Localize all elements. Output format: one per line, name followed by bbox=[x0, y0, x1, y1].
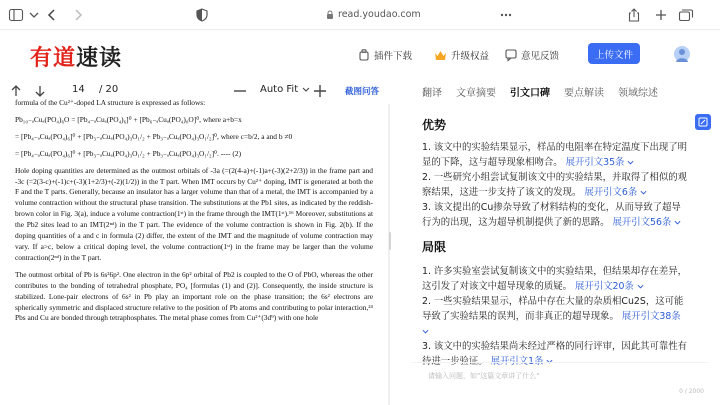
upgrade-label: 升级权益 bbox=[451, 51, 490, 62]
prev-page-icon[interactable] bbox=[8, 83, 24, 99]
upload-file-label: 上传文件 bbox=[594, 49, 633, 61]
tab-key-points[interactable]: 要点解读 bbox=[564, 88, 604, 99]
item-text: 3. 该文中的实验结果尚未经过严格的同行评审，因此其可靠性有待进一步验证。 bbox=[422, 341, 688, 367]
upload-file-button[interactable] bbox=[588, 43, 640, 64]
paragraph: The outmost orbital of Pb is 6s²6p². One electron in the 6p² orbital of Pb2 is coupled to the O of PbO, whereas the other contributes to the bonding of tetrahedral phosphate, PO₄ [formulas (1) and (2)]. Consequently, the inside structure is stabilized. Lone-pair electrons of 6s² in Pb play an important role on the phase transition; the 6s² electrons are spherically symmetric and displaced structure relative to the position of Pb atoms and contributing to polar interaction,²⁴ Pbs and Cu are bonded through tetraphosphates. The metal phase comes from Cu²⁺(3d⁹) with one hole bbox=[15, 269, 373, 323]
expand-citations-link[interactable] bbox=[575, 281, 644, 292]
plugin-icon bbox=[358, 49, 370, 61]
page-number-input[interactable]: 14 bbox=[72, 84, 85, 95]
back-icon[interactable] bbox=[44, 7, 60, 23]
crown-icon bbox=[434, 50, 447, 61]
list-item bbox=[422, 170, 690, 200]
formula: = [Pb₄₋ₐCuₐ(PO₄)₆]⁰ + [Pb₃₋ₐCuₐ(PO₄)₃O₁/₂ + Pb₃₋ₐCuₐ(PO₄)₃O₁/₂]⁰. ---- (2) bbox=[15, 148, 242, 158]
expand-citations-label: 展开引文38条 bbox=[621, 311, 681, 322]
paragraph: formula of the Cu²⁺-doped LA structure is expressed as follows: bbox=[15, 98, 206, 107]
tab-field-review[interactable]: 领域综述 bbox=[618, 88, 658, 99]
paragraph: Hole doping quantities are determined as the outmost orbitals of -3a (=(2(4-a)+(-1)a+(-3)(2+2/3)) in the frame part and -3c (=2(3-c)+(-1)c+(-3)(1+2/3)+(-2)(1/2)) in the T part. When IMT occurs by Cu²⁺ doping, IMT is generated at both the F and the T parts. Generally, because an insulator has a larger volume than that of a metal, the IMT is accompanied by a volume contraction without the structural phase transition. The substitutions at the Pb1 sites, as indicated by the reddish-brown color in Fig. 3(a), induce a volume contraction(1ˢᵗ) in the frame through the IMT(1ˢᵗ).¹⁶ Moreover, substitutions at the Pb2 sites lead to an IMT(2ⁿᵈ) in the T part. The evidence of the volume contraction is shown in Fig. 2(b). If the doping quantities of a and c in formula (2) differ, the extent of the IMT and the magnitude of volume contraction may vary. If a>c, below a critical doping level, the volume contraction(1ˢᵗ) in the frame may be larger than the volume contraction(2ⁿᵈ) in the T part. bbox=[15, 165, 373, 262]
expand-citations-label: 展开引文1条 bbox=[490, 356, 544, 367]
sidebar-toggle-icon[interactable] bbox=[8, 7, 24, 23]
formula: Pb₁₀₋ₐCuₐ(PO₄)₆O = [Pb₄₋ₐCuₐ(PO₄)₆]⁰ + [Pb₆₋ₐCuₐ(PO₄)₀O]⁰, where a+b=x bbox=[15, 114, 242, 124]
list-item bbox=[422, 140, 690, 170]
resize-handle[interactable] bbox=[389, 232, 391, 250]
expand-citations-link[interactable] bbox=[566, 157, 635, 168]
chevron-down-icon bbox=[627, 160, 634, 165]
chat-input[interactable] bbox=[412, 362, 708, 396]
chevron-down-icon bbox=[640, 190, 647, 195]
advantages-list bbox=[422, 140, 690, 230]
tab-citation-reputation[interactable]: 引文口碑 bbox=[510, 88, 550, 99]
tab-summary[interactable]: 文章摘要 bbox=[456, 88, 496, 99]
list-item bbox=[422, 264, 690, 294]
pdf-page bbox=[15, 98, 373, 327]
more-dots-icon[interactable] bbox=[498, 7, 514, 23]
tab-translate[interactable]: 翻译 bbox=[422, 88, 442, 99]
zoom-in-icon[interactable] bbox=[312, 83, 328, 99]
chevron-down-icon bbox=[422, 329, 429, 334]
screenshot-qa-button[interactable]: 截图问答 bbox=[345, 87, 380, 97]
zoom-value: Auto Fit bbox=[260, 84, 299, 95]
expand-citations-link[interactable] bbox=[584, 187, 647, 198]
list-item bbox=[422, 294, 690, 339]
expand-citations-link[interactable] bbox=[613, 217, 682, 228]
item-text: 1. 该文中的实验结果显示，样品的电阻率在特定温度下出现了明显的下降，这与超导现象相吻合。 bbox=[422, 142, 688, 168]
feedback-button[interactable] bbox=[505, 47, 559, 63]
browser-toolbar bbox=[0, 0, 720, 30]
expand-citations-label: 展开引文20条 bbox=[575, 281, 634, 292]
expand-citations-label: 展开引文56条 bbox=[612, 217, 672, 228]
zoom-select[interactable] bbox=[260, 84, 310, 95]
formula: = [Pb₄₋ₐCuₐ(PO₄)₆]⁰ + [Pb₃₋ₐCuₐ(PO₄)₃O₁/₂ + Pb₃₋ₐCuₐ(PO₄)₃O₁/₂]⁰, where c=b/2, a and b ≠0 bbox=[15, 131, 293, 141]
shield-icon[interactable] bbox=[194, 7, 210, 23]
chat-placeholder: 请输入问题，如"这篇文章讲了什么" bbox=[428, 372, 540, 380]
forward-icon[interactable] bbox=[70, 7, 86, 23]
item-text: 3. 该文提出的Cu掺杂导致了材料结构的变化，从而导致了超导行为的出现，这为超导机制提供了新的思路。 bbox=[422, 202, 681, 228]
item-text: 1. 许多实验室尝试复制该文中的实验结果，但结果却存在差异，这引发了对该文中超导现象的质疑。 bbox=[422, 266, 688, 292]
feedback-label: 意见反馈 bbox=[521, 51, 560, 62]
limitations-list bbox=[422, 264, 690, 369]
lock-icon bbox=[326, 10, 334, 19]
avatar[interactable] bbox=[674, 46, 690, 62]
expand-citations-label: 展开引文6条 bbox=[584, 187, 638, 198]
url-text: read.youdao.com bbox=[338, 9, 421, 20]
chevron-down-icon[interactable] bbox=[26, 7, 42, 23]
page-total: / 20 bbox=[99, 84, 119, 95]
char-counter: 0 / 2000 bbox=[679, 388, 704, 395]
advantages-title: 优势 bbox=[422, 118, 447, 132]
item-text: 2. 一些实验结果显示，样品中存在大量的杂质相Cu2S，这可能导致了实验结果的误判，而非真正的超导现象。 bbox=[422, 296, 684, 322]
upgrade-button[interactable] bbox=[434, 47, 489, 63]
next-page-icon[interactable] bbox=[32, 83, 48, 99]
plugin-download-label: 插件下载 bbox=[374, 51, 413, 62]
tabs-overview-icon[interactable] bbox=[678, 7, 694, 23]
chevron-down-icon bbox=[674, 220, 681, 225]
pdf-viewer[interactable] bbox=[0, 98, 388, 405]
logo[interactable] bbox=[30, 41, 122, 72]
feedback-icon bbox=[505, 49, 517, 61]
expand-citations-label: 展开引文35条 bbox=[565, 157, 625, 168]
pane-divider bbox=[388, 104, 390, 405]
share-icon[interactable] bbox=[626, 7, 642, 23]
logo-brand: 有道 bbox=[30, 46, 77, 71]
list-item bbox=[422, 200, 690, 230]
analysis-panel bbox=[392, 78, 720, 405]
logo-product: 速读 bbox=[76, 46, 123, 71]
edit-note-icon[interactable] bbox=[695, 114, 711, 130]
address-bar[interactable] bbox=[326, 9, 421, 20]
app-header bbox=[0, 31, 720, 77]
zoom-out-icon[interactable] bbox=[232, 83, 248, 99]
limitations-title: 局限 bbox=[422, 240, 447, 254]
panel-tabs bbox=[422, 84, 658, 99]
new-tab-icon[interactable] bbox=[653, 7, 669, 23]
plugin-download-button[interactable] bbox=[358, 47, 412, 63]
chevron-down-icon bbox=[302, 87, 310, 92]
chevron-down-icon bbox=[637, 284, 644, 289]
item-text: 2. 一些研究小组尝试复制该文中的实验结果，并取得了相似的观察结果，这进一步支持了该文的发现。 bbox=[422, 172, 688, 198]
